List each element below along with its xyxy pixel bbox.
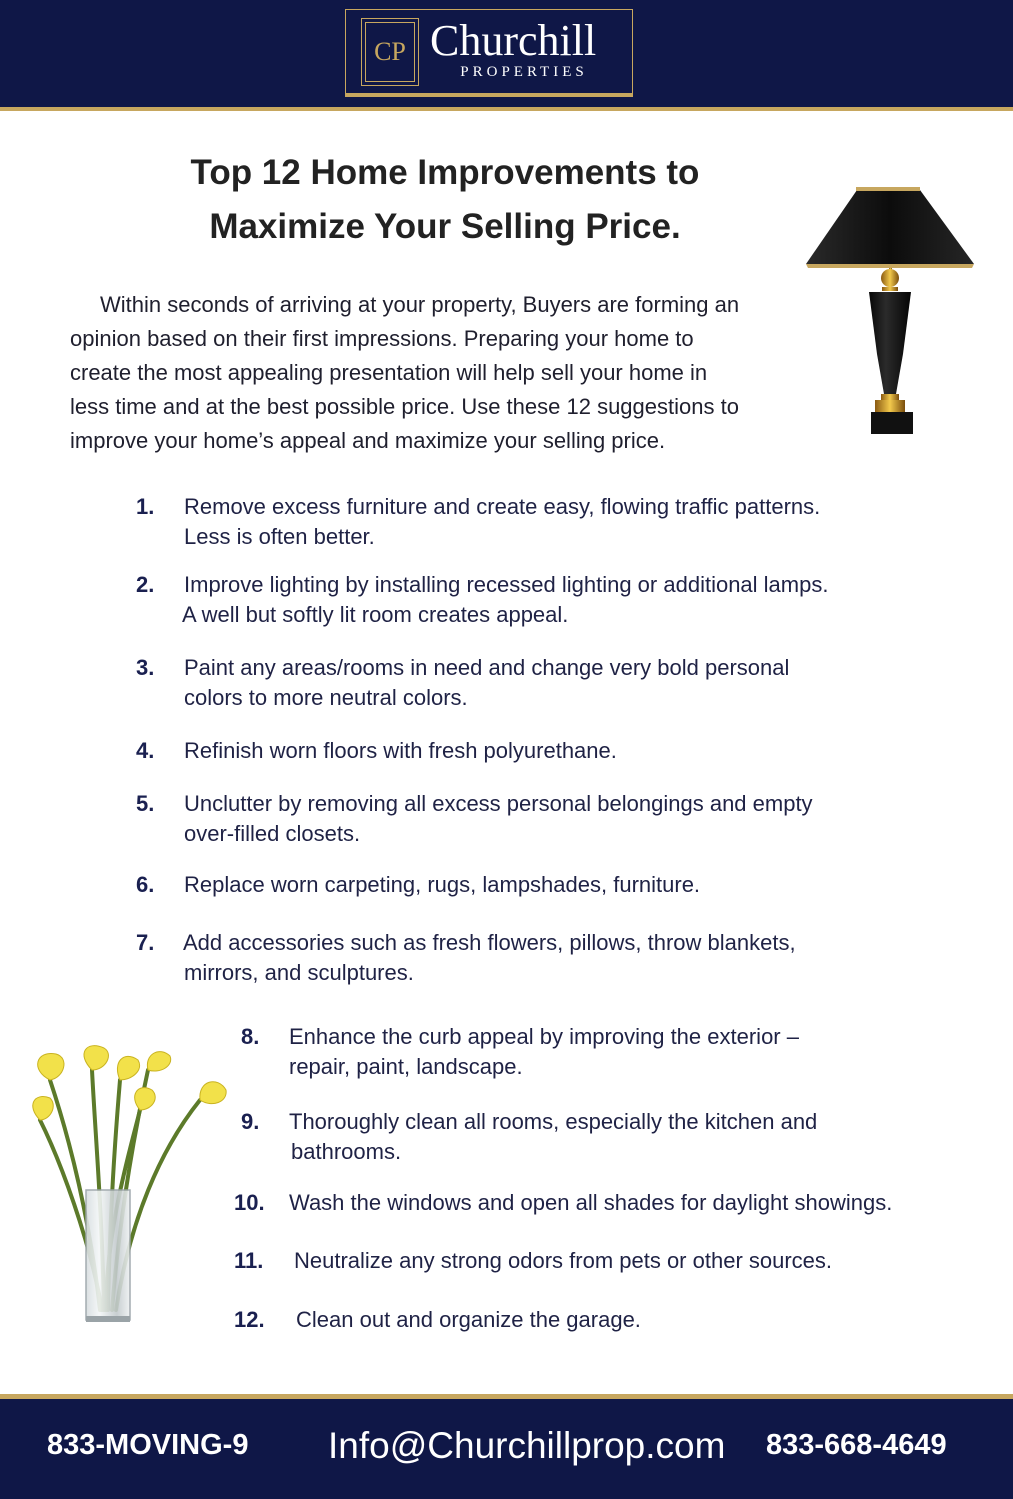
list-text: Add accessories such as fresh flowers, pillows, throw blankets, [183,930,796,955]
list-number: 2. [136,572,155,597]
list-number: 8. [241,1024,260,1049]
phone-number[interactable]: 833-668-4649 [766,1429,947,1461]
intro-line: opinion based on their first impressions. Preparing your home to [70,326,694,351]
contact-email[interactable]: Info@Churchillprop.com [328,1425,726,1466]
list-number: 4. [136,738,155,763]
intro-paragraph [70,288,840,458]
intro-line: improve your home’s appeal and maximize your selling price. [70,428,666,453]
intro-line: create the most appealing presentation will help sell your home in [70,360,708,385]
monogram-text: CP [365,22,415,82]
list-text: Neutralize any strong odors from pets or other sources. [294,1248,833,1273]
list-number: 9. [241,1109,260,1134]
logo-underline [345,93,633,97]
list-text: Replace worn carpeting, rugs, lampshades, furniture. [184,872,701,897]
list-text: Wash the windows and open all shades for daylight showings. [289,1190,893,1215]
list-text: Unclutter by removing all excess personal belongings and empty [184,791,813,816]
title-line-1: Top 12 Home Improvements to [190,153,700,192]
list-text: repair, paint, landscape. [289,1054,523,1079]
list-text: Enhance the curb appeal by improving the exterior – [289,1024,799,1049]
list-text: Refinish worn floors with fresh polyurethane. [184,738,617,763]
list-text: Remove excess furniture and create easy, flowing traffic patterns. [184,494,821,519]
list-text: Improve lighting by installing recessed lighting or additional lamps. [184,572,829,597]
list-number: 10. [234,1190,265,1215]
list-text: mirrors, and sculptures. [184,960,414,985]
page-title [90,146,800,254]
list-number: 11. [234,1248,264,1273]
logo-monogram [361,18,419,86]
title-line-2: Maximize Your Selling Price. [209,207,681,246]
calla-lily-vase-illustration [20,1040,235,1330]
intro-line: less time and at the best possible price. Use these 12 suggestions to [70,394,739,419]
header-gold-rule [0,107,1013,111]
list-number: 3. [136,655,155,680]
list-number: 12. [234,1307,265,1332]
vanity-phone-number[interactable]: 833-MOVING-9 [47,1429,249,1461]
list-number: 5. [136,791,155,816]
brand-name: Churchill [430,16,597,65]
list-text: over-filled closets. [184,821,361,846]
footer-bar [0,1399,1013,1499]
list-number: 1. [136,494,155,519]
list-text: A well but softly lit room creates appeal. [182,602,569,627]
list-text: bathrooms. [291,1139,402,1164]
list-text: Less is often better. [184,524,375,549]
list-text: Clean out and organize the garage. [296,1307,641,1332]
brand-subtitle: PROPERTIES [460,64,588,80]
list-number: 7. [136,930,155,955]
list-text: Thoroughly clean all rooms, especially the kitchen and [289,1109,818,1134]
list-text: Paint any areas/rooms in need and change very bold personal [184,655,790,680]
intro-line: Within seconds of arriving at your property, Buyers are forming an [100,292,740,317]
list-number: 6. [136,872,155,897]
list-text: colors to more neutral colors. [184,685,468,710]
